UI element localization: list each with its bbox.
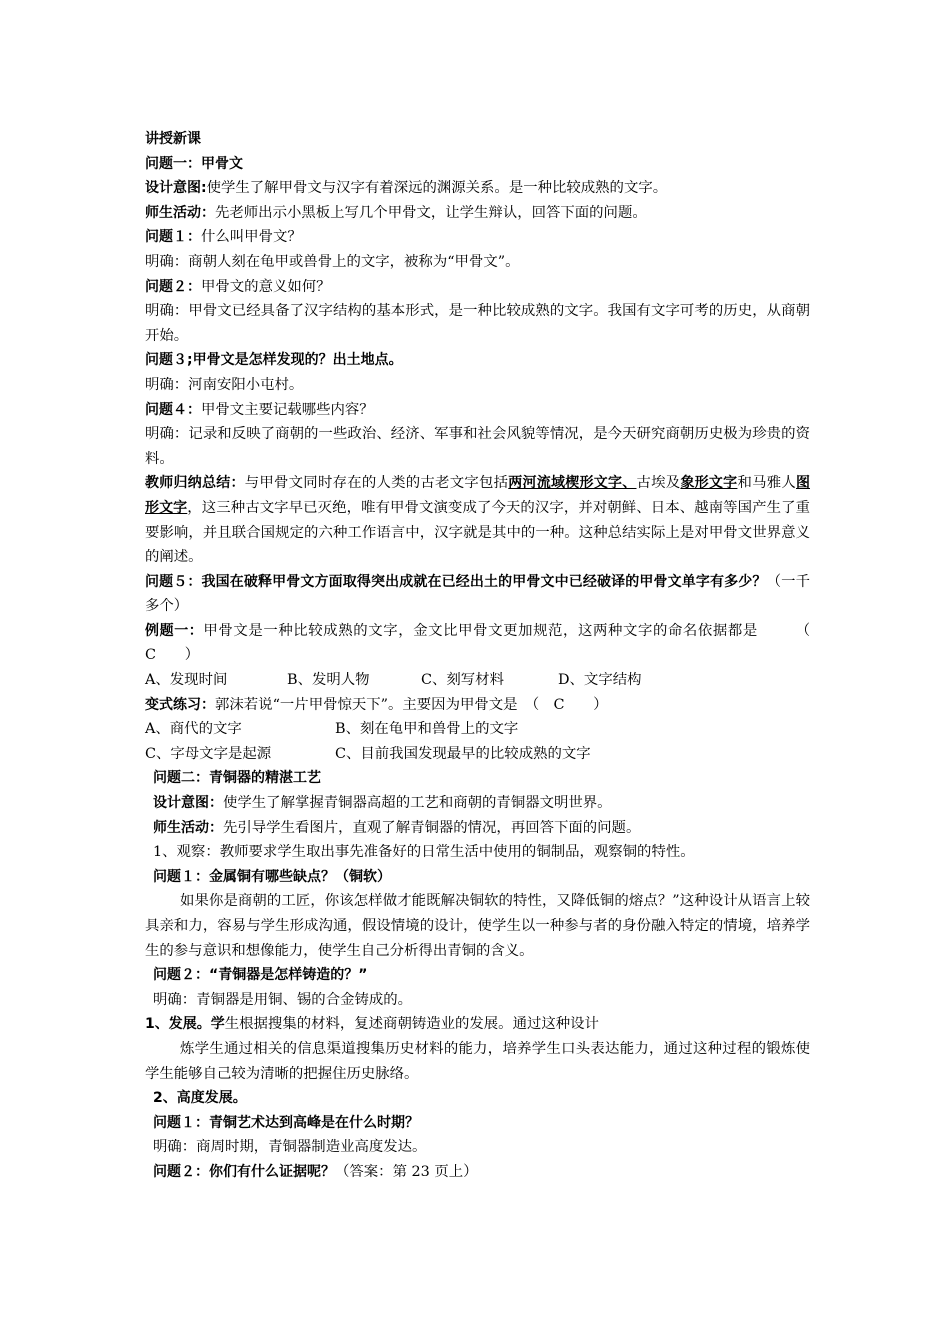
q1-example: 例题一：甲骨文是一种比较成熟的文字，金文比甲骨文更加规范，这两种文字的命名依据都是 （ C ） — [145, 622, 839, 664]
q1-design-intent: 设计意图:使学生了解甲骨文与汉字有着深远的渊源关系。是一种比较成熟的文字。 — [145, 180, 668, 197]
option-d: D、文字结构 — [558, 672, 642, 689]
q1-question-3: 问题３;甲骨文是怎样发现的？出土地点。 — [145, 352, 403, 369]
q1-variant-options-row2 — [145, 742, 810, 767]
q1-answer-4: 明确：记录和反映了商朝的一些政治、经济、军事和社会风貌等情况，是今天研究商朝历史极为珍贵的资料。 — [145, 426, 810, 467]
option-b: B、刻在龟甲和兽骨上的文字 — [335, 721, 519, 738]
q1-heading: 问题一：甲骨文 — [145, 155, 243, 172]
q2-question-1: 问题１：金属铜有哪些缺点？（铜软） — [153, 868, 391, 885]
q2-question-1-paragraph: 如果你是商朝的工匠，你该怎样做才能既解决铜软的特性，又降低铜的熔点？”这种设计从语言上较具亲和力，容易与学生形成沟通，假设情境的设计，使学生以一种参与者的身份融入特定的情境，培养学生的参与意识和想像能力，使学生自己分析得出青铜的含义。 — [145, 893, 810, 959]
q2-answer-2: 明确：青铜器是用铜、锡的合金铸成的。 — [153, 991, 413, 1008]
q1-question-5: 问题５：我国在破释甲骨文方面取得突出成就在已经出土的甲骨文中已经破译的甲骨文单字有多少？（一千多个） — [145, 573, 810, 615]
q1-variant-options-row1 — [145, 717, 810, 742]
q2-question-2: 问题２：“青铜器是怎样铸造的？” — [153, 967, 368, 984]
q1-question-2: 问题２：甲骨文的意义如何？ — [145, 278, 331, 295]
q1-question-1: 问题１：什么叫甲骨文？ — [145, 229, 302, 246]
q2-development-paragraph: 炼学生通过相关的信息渠道搜集历史材料的能力，培养学生口头表达能力，通过这种过程的锻炼使学生能够自己较为清晰的把握住历史脉络。 — [145, 1040, 810, 1082]
q1-variant-exercise: 变式练习：郭沫若说“一片甲骨惊天下”。主要因为甲骨文是 （ C ） — [145, 696, 608, 713]
q2-development: 1、发展。学生根据搜集的材料，复述商朝铸造业的发展。通过这种设计 — [145, 1016, 599, 1033]
q2-high-question-1: 问题１：青铜艺术达到高峰是在什么时期？ — [153, 1114, 419, 1131]
q2-high-development: 2、高度发展。 — [153, 1090, 247, 1107]
option-d: C、目前我国发现最早的比较成熟的文字 — [335, 745, 591, 762]
section-title: 讲授新课 — [145, 131, 201, 147]
q2-high-answer-1: 明确：商周时期，青铜器制造业高度发达。 — [153, 1139, 427, 1156]
option-b: B、发明人物 — [287, 672, 370, 689]
q1-question-4: 问题４：甲骨文主要记载哪些内容？ — [145, 401, 374, 418]
q2-design-intent: 设计意图：使学生了解掌握青铜器高超的工艺和商朝的青铜器文明世界。 — [153, 795, 612, 812]
q2-heading: 问题二：青铜器的精湛工艺 — [153, 770, 321, 787]
q2-high-question-2: 问题２：你们有什么证据呢？（答案：第 23 页上） — [153, 1163, 478, 1180]
option-a: A、商代的文字 — [145, 721, 242, 738]
q1-answer-2: 明确：甲骨文已经具备了汉字结构的基本形式，是一种比较成熟的文字。我国有文字可考的历史，从商朝开始。 — [145, 303, 810, 344]
q1-answer-3: 明确：河南安阳小屯村。 — [145, 376, 304, 393]
q1-activity: 师生活动：先老师出示小黑板上写几个甲骨文，让学生辩认，回答下面的问题。 — [145, 204, 647, 221]
option-c: C、刻写材料 — [421, 672, 504, 689]
q2-observe: 1、观察：教师要求学生取出事先准备好的日常生活中使用的铜制品，观察铜的特性。 — [153, 844, 695, 861]
q1-teacher-summary: 教师归纳总结：与甲骨文同时存在的人类的古老文字包括两河流域楔形文字、古埃及象形文字和马雅人图形文字，这三种古文字早已灭绝，唯有甲骨文演变成了今天的汉字，并对朝鲜、日本、越南等国产生了重要影响，并且联合国规定的六种工作语言中，汉字就是其中的一种。这种总结实际上是对甲骨文世界意义的阐述。 — [145, 475, 810, 566]
document-page — [145, 127, 839, 1185]
option-c: C、字母文字是起源 — [145, 745, 272, 762]
q1-answer-1: 明确：商朝人刻在龟甲或兽骨上的文字，被称为“甲骨文”。 — [145, 253, 520, 270]
q1-example-options — [145, 668, 810, 693]
option-a: A、发现时间 — [145, 672, 228, 689]
q2-activity: 师生活动：先引导学生看图片，直观了解青铜器的情况，再回答下面的问题。 — [153, 819, 641, 836]
